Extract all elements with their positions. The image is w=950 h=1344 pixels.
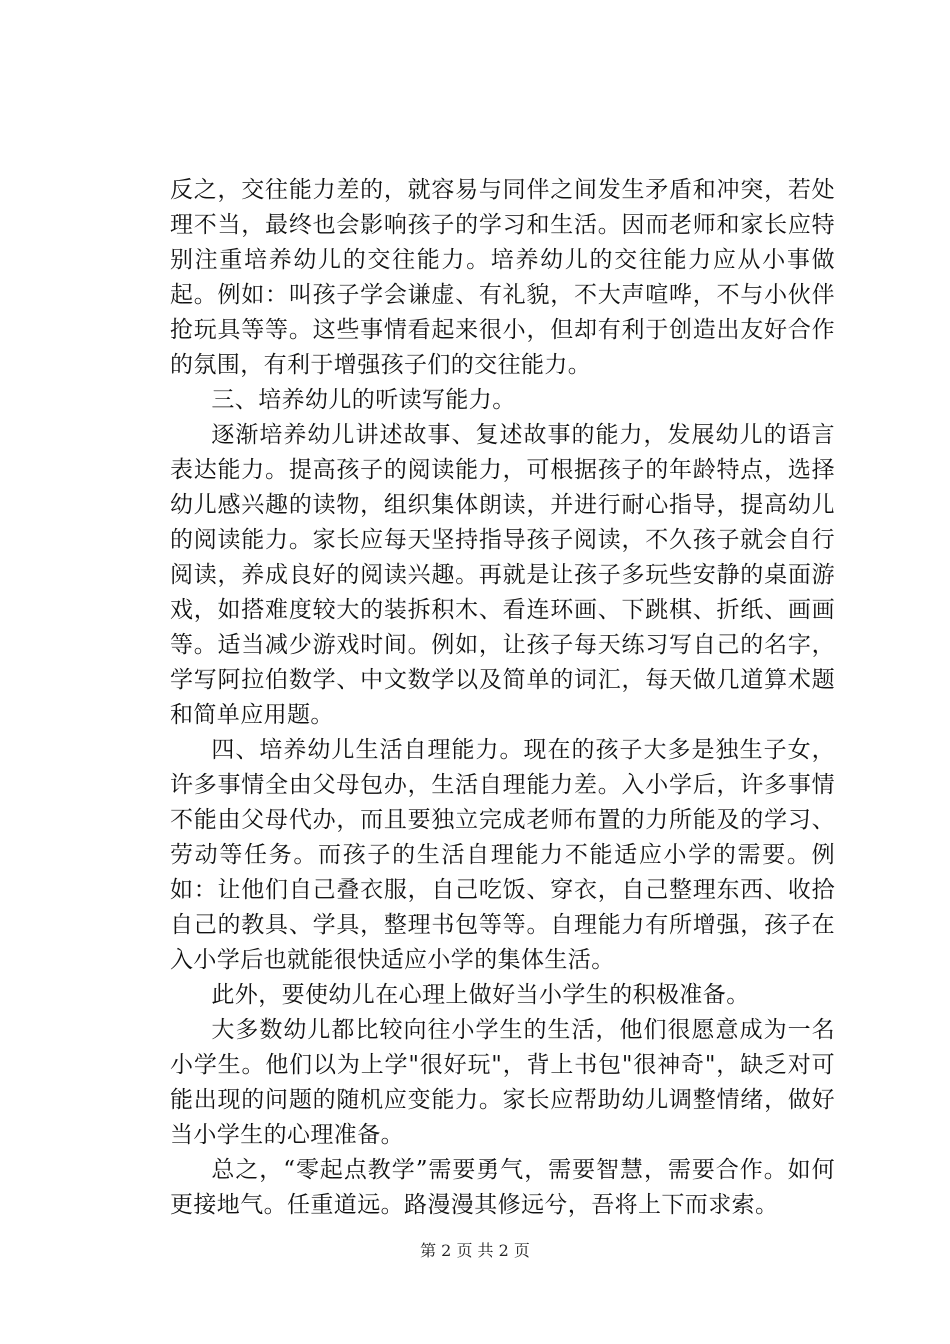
document-body bbox=[170, 173, 835, 1223]
page-number-footer: 第 2 页 共 2 页 bbox=[420, 1241, 530, 1260]
heading-listening-reading-writing: 三、培养幼儿的听读写能力。 bbox=[211, 387, 516, 413]
paragraph-self-care-ability: 四、培养幼儿生活自理能力。现在的孩子大多是独生子女，许多事情全由父母包办，生活自理能力差。入小学后，许多事情不能由父母代办，而且要独立完成老师布置的力所能及的学习、劳动等任务。而孩子的生活自理能力不能适应小学的需要。例如：让他们自己叠衣服，自己吃饭、穿衣，自己整理东西、收拾自己的教具、学具，整理书包等等。自理能力有所增强，孩子在入小学后也就能很快适应小学的集体生活。 bbox=[170, 737, 835, 973]
paragraph-pupil-life: 大多数幼儿都比较向往小学生的生活，他们很愿意成为一名小学生。他们以为上学"很好玩"，背上书包"很神奇"，缺乏对可能出现的问题的随机应变能力。家长应帮助幼儿调整情绪，做好当小学生的心理准备。 bbox=[170, 1017, 835, 1148]
paragraph-summary: 总之，“零起点教学”需要勇气，需要智慧，需要合作。如何更接地气。任重道远。路漫漫其修远兮，吾将上下而求索。 bbox=[170, 1157, 835, 1218]
paragraph-reading-ability: 逐渐培养幼儿讲述故事、复述故事的能力，发展幼儿的语言表达能力。提高孩子的阅读能力，可根据孩子的年龄特点，选择幼儿感兴趣的读物，组织集体朗读，并进行耐心指导，提高幼儿的阅读能力。家长应每天坚持指导孩子阅读，不久孩子就会自行阅读，养成良好的阅读兴趣。再就是让孩子多玩些安静的桌面游戏，如搭难度较大的装拆积木、看连环画、下跳棋、折纸、画画等。适当减少游戏时间。例如，让孩子每天练习写自己的名字，学写阿拉伯数学、中文数学以及简单的词汇，每天做几道算术题和简单应用题。 bbox=[170, 422, 835, 728]
paragraph-social-skills-conclusion: 反之，交往能力差的，就容易与同伴之间发生矛盾和冲突，若处理不当，最终也会影响孩子的学习和生活。因而老师和家长应特别注重培养幼儿的交往能力。培养幼儿的交往能力应从小事做起。例如：叫孩子学会谦虚、有礼貌，不大声喧哗，不与小伙伴抢玩具等等。这些事情看起来很小，但却有利于创造出友好合作的氛围，有利于增强孩子们的交往能力。 bbox=[170, 177, 835, 378]
paragraph-psychological-preparation: 此外，要使幼儿在心理上做好当小学生的积极准备。 bbox=[211, 982, 750, 1008]
